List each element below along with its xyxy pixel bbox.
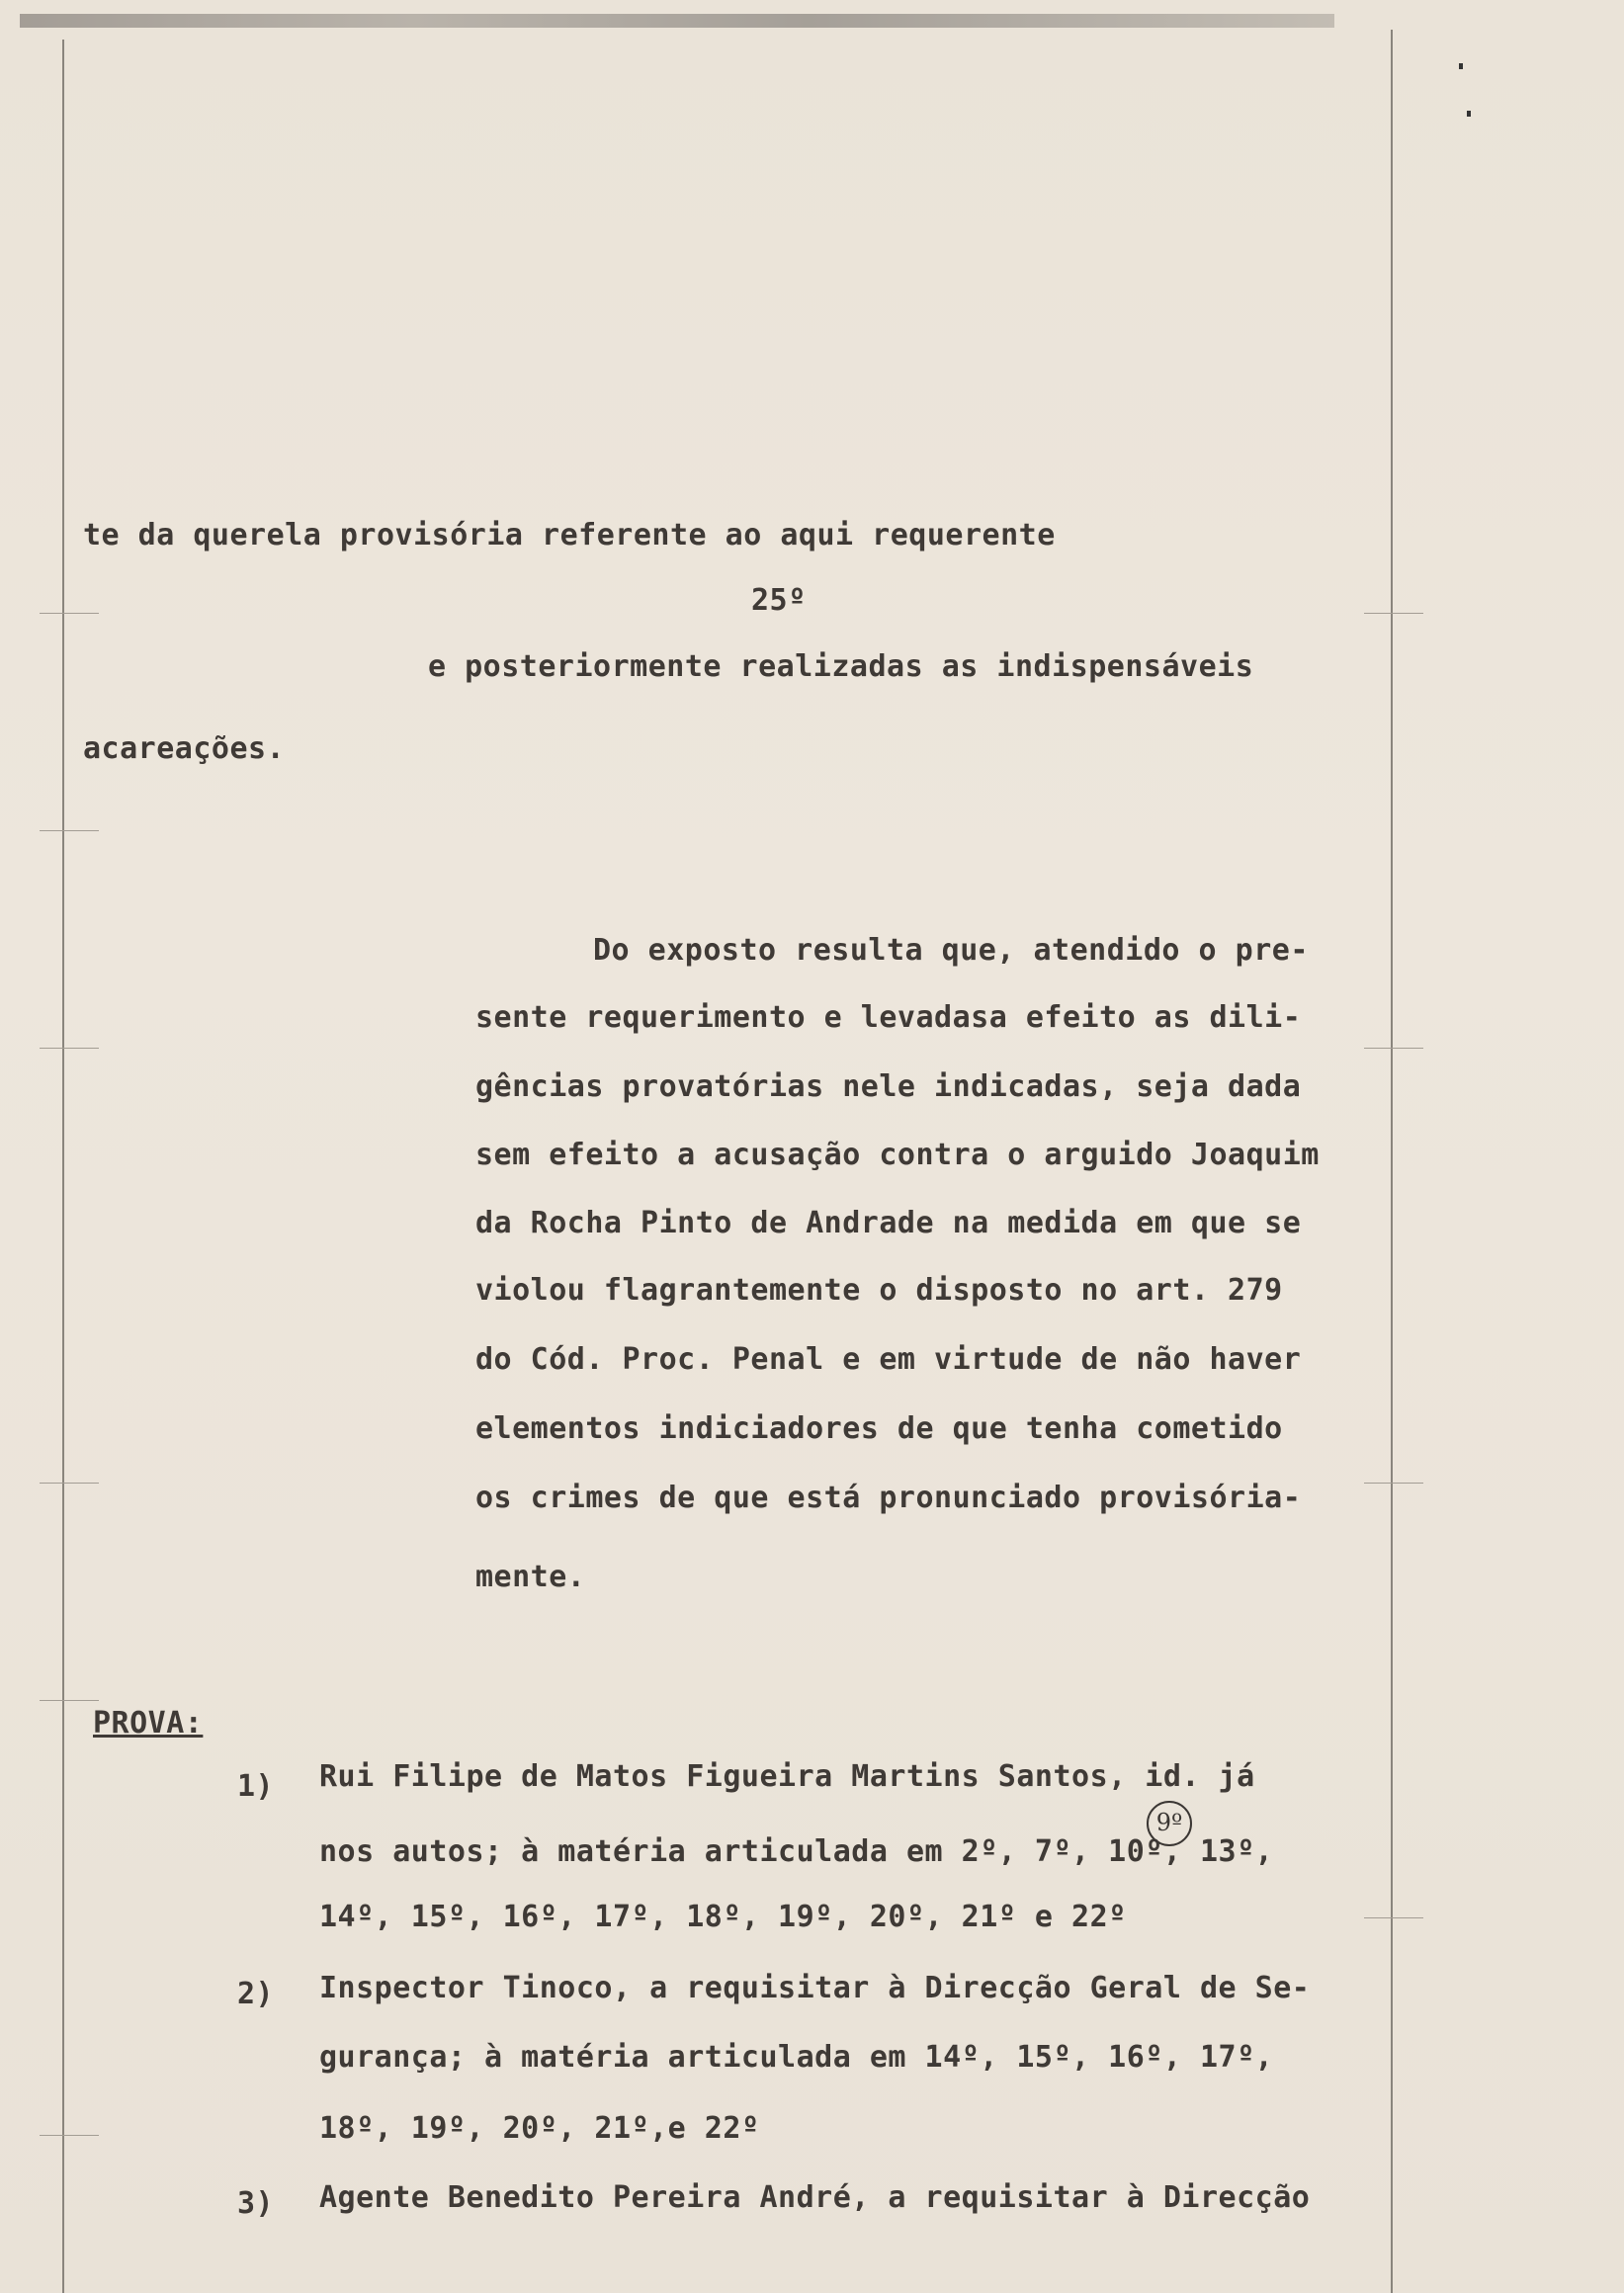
text-line: e posteriormente realizadas as indispensáveis bbox=[428, 649, 1254, 684]
speck-mark bbox=[1467, 111, 1471, 117]
handwritten-circled-annotation: 9º bbox=[1147, 1801, 1192, 1846]
text-line: violou flagrantemente o disposto no art. 279 bbox=[475, 1273, 1283, 1308]
text-line: sente requerimento e levadasa efeito as dili- bbox=[475, 1000, 1302, 1035]
item-number: 1) bbox=[237, 1769, 275, 1804]
text-line: do Cód. Proc. Penal e em virtude de não haver bbox=[475, 1342, 1302, 1377]
text-line: Inspector Tinoco, a requisitar à Direcção Geral de Se- bbox=[319, 1971, 1311, 2005]
section-number: 25º bbox=[751, 583, 807, 618]
text-line: gurança; à matéria articulada em 14º, 15º, 16º, 17º, bbox=[319, 2040, 1274, 2075]
text-line: os crimes de que está pronunciado provisória- bbox=[475, 1481, 1302, 1515]
text-line: sem efeito a acusação contra o arguido Joaquim bbox=[475, 1138, 1320, 1172]
text-line: 18º, 19º, 20º, 21º,e 22º bbox=[319, 2111, 760, 2146]
speck-mark bbox=[1459, 63, 1463, 69]
text-line: Rui Filipe de Matos Figueira Martins Santos, id. já bbox=[319, 1759, 1255, 1794]
text-line: gências provatórias nele indicadas, seja dada bbox=[475, 1069, 1302, 1104]
item-number: 3) bbox=[237, 2186, 275, 2221]
margin-tick bbox=[40, 1483, 99, 1484]
text-line: te da querela provisória referente ao aqui requerente bbox=[83, 518, 1056, 552]
margin-tick bbox=[1364, 1917, 1423, 1918]
text-line: nos autos; à matéria articulada em 2º, 7º, 10º, 13º, bbox=[319, 1834, 1274, 1869]
margin-tick bbox=[40, 1700, 99, 1701]
margin-tick bbox=[40, 613, 99, 614]
margin-tick bbox=[1364, 1048, 1423, 1049]
text-line: da Rocha Pinto de Andrade na medida em que se bbox=[475, 1206, 1302, 1240]
margin-tick bbox=[1364, 613, 1423, 614]
margin-tick bbox=[40, 830, 99, 831]
text-line: Agente Benedito Pereira André, a requisitar à Direcção bbox=[319, 2180, 1311, 2215]
text-line: acareações. bbox=[83, 731, 286, 766]
right-margin-line bbox=[1391, 30, 1393, 2293]
left-margin-line bbox=[62, 40, 64, 2293]
text-line: 14º, 15º, 16º, 17º, 18º, 19º, 20º, 21º e 22º bbox=[319, 1900, 1127, 1934]
margin-tick bbox=[40, 1048, 99, 1049]
margin-tick bbox=[40, 2135, 99, 2136]
item-number: 2) bbox=[237, 1977, 275, 2011]
text-line: Do exposto resulta que, atendido o pre- bbox=[593, 933, 1309, 968]
text-line: elementos indiciadores de que tenha cometido bbox=[475, 1411, 1283, 1446]
text-line: mente. bbox=[475, 1560, 586, 1594]
scan-edge-strip bbox=[20, 14, 1334, 28]
prova-heading: PROVA: bbox=[93, 1706, 204, 1741]
margin-tick bbox=[1364, 1483, 1423, 1484]
